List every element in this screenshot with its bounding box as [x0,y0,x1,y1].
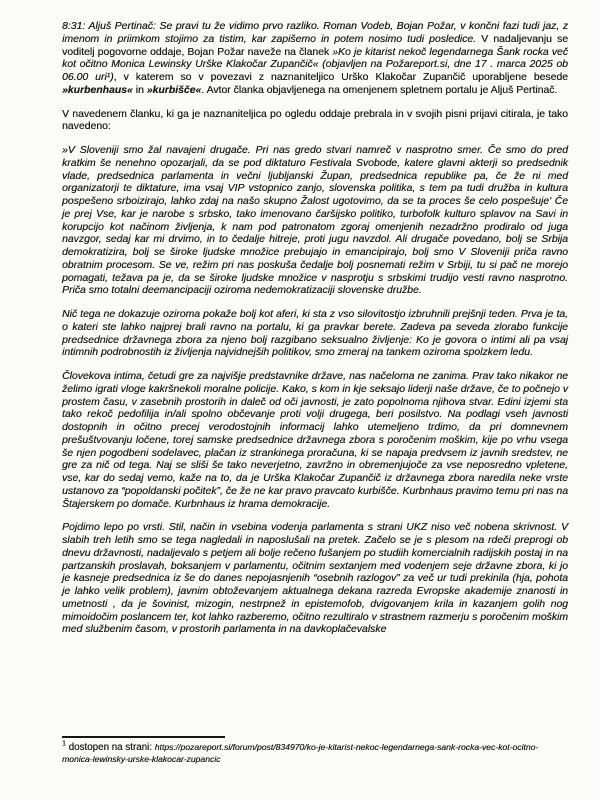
intro-narration-1: V nadaljevanju se voditelj pogovorne oddaje, Bojan Požar naveže na članek [62,33,568,58]
footnote-url: https://pozareport.si/forum/post/834970/ko-je-kitarist-nekoc-legendarnega-sank-rocka-vec-kot-ocitno-monica-lewinsky-urske-klakocar-zupancic [62,742,539,764]
intro-narration-3: in [132,84,147,96]
quote-paragraph-4: Pojdimo lepo po vrsti. Stil, način in vsebina vodenja parlamenta s strani UKZ niso več nobena skrivnost. V slabih treh letih smo se tega nagledali in naposlušali na pretek. Začelo se je s plesom na rdeči preprogi ob dnevu državnosti, nadaljevalo s petjem ali bolje rečeno fušanjem po studiih komercialnih radijskih postaj in na partzanskih proslavah, boksanjem v parlamentu, očitnim sextanjem med vodenjem seje državne zbora, ki jo je kasneje predsednica iz še do danes nepojasnjenih “osebnih razlogov” za več ur tudi prekinila (hja, pohota je lahko velik problem), javnim obtoževanjem aktualnega dekana razreda Evropske akademije znanosti in umetnosti , da je šovinist, mizogin, nestrpnež in epistemofob, dvigovanjem krila in kazanjem golih nog mimoidočim poslancem ter, kot lahko razberemo, očitno rezultiralo v strastnem razmerju s poročenim moškim med službenim časom, v prostorih parlamenta in na davkoplačevalske [62,522,568,636]
intro-narration-4: . Avtor članka objavljenega na omenjenem spletnem portalu je Aljuš Pertinač. [201,84,558,96]
quote-paragraph-3: Človekova intima, četudi gre za najvišje predstavnike države, nas načeloma ne zanima. Prav tako nikakor ne želimo igrati vloge kakršnekoli moralne policije. Kako, s kom in kje seksajo liderji naše države, če to počnejo v prostem času, v zasebnih prostorih in daleč od oči javnosti, je zato popolnoma njihova stvar. Edini izjemi sta tako rekoč pedofilija in/ali spolno občevanje proti volji drugega, beri posilstvo. Na podlagi vseh javnosti dostopnih in očitno precej verodostojnih informacij lahko utemeljeno trdimo, da pri domnevnem prešuštvovanju ločene, torej samske predsednice državnega zbora s poročenim moškim, kije po vrhu vsega še njen pogodbeni sodelavec, plačan iz strankinega proračuna, ki se napaja predvsem iz javnih sredstev, ne gre za nič od tega. Naj se sliši še tako neverjetno, zavržno in obremenjujoče za vse neposredno vpletene, vse, kar do sedaj vemo, kaže na to, da je Urška Klakočar Zupančič iz državnega zbora naredila neke vrste ustanovo za “popoldanski počitek”, če že ne kar pravo pravcato kurbišče. Kurbnhaus pravimo temu pri nas na Štajerskem po domače. Kurbnhaus iz hrama demokracije. [62,371,568,510]
footnote-area [62,736,568,765]
intro-narration-2: , v katerem so v povezavi z naznaniteljico Urško Klakočar Zupančič uporabljene besede [113,72,568,83]
word-kurbisce: »kurbišče« [146,84,202,96]
footnote-text [62,742,568,765]
footnote-marker: 1 [62,740,66,748]
quote-paragraph-1: »V Sloveniji smo žal navajeni drugače. Pri nas gredo stvari namreč v nasprotno smer. Če smo do pred kratkim še nenehno opozarjali, da se pod diktaturo Festivala Svobode, katere glavni akterji so predsednik vlade, predsednica parlamenta in večni ljubljanski Župan, predsednica republike pa, če že ni med organizatorji te diktature, ima vsaj VIP vstopnico zanjo, slovenska politika, s tem pa tudi družba in kultura pospešeno srboizirajo, lahko zdaj na našo skupno Žalost ugotovimo, da se ta proces še celo pospešuje' Če je prej Vse, kar je narobe s srbsko, tako imenovano čaršijsko politiko, turbofolk kulturo splavov na Savi in korupcijo kot načinom življenja, k nam pod patronatom zgoraj omenjenih nezadržno prodiralo od juga navzgor, sedaj kar mi drvimo, in to čedalje hitreje, proti jugu navzdol. Ali drugače povedano, bolj se Srbija demokratizira, bolj se široke ljudske množice prebujajo in emancipirajo, bolj smo V Sloveniji priča ravno obratnim procesom. Se ve, režim pri nas poskuša čedalje bolj posnemati režim v Srbiji, tu si pač ne morejo pomagati, težava pa je, da se široke ljudske množice v nasprotju s srbskimi trudijo vesti ravno nasprotno. Priča smo totalni deemancipaciji oziroma nedemokratizaciji slovenske družbe. [62,145,568,297]
document-body-text [62,21,568,648]
intro-speaker-quote: 8:31: Aljuš Pertinač: Se pravi tu že vidimo prvo razliko. Roman Vodeb, Bojan Požar, v končni fazi tudi jaz, z imenom in priimkom stojimo za tistim, kar zapišemo in potem nosimo tudi posledice. [62,21,568,45]
article-title-citation: »Ko je kitarist nekoč legendarnega Šank rocka več kot očitno Monica Lewinsky Urške Klakočar Zupančič« (objavljen na Požareport.si, dne 17 . marca 2025 ob 06.00 uri¹) [62,46,568,83]
footnote-separator-line [62,736,225,738]
paragraph-citation-lead: V navedenem članku, ki ga je naznaniteljica po ogledu oddaje prebrala in v svojih pisni prijavi citirala, je tako navedeno: [62,108,568,133]
paragraph-intro [62,21,568,98]
quote-paragraph-2: Nič tega ne dokazuje oziroma pokaže bolj kot aferi, ki sta z vso silovitostjo izbruhnili prejšnji teden. Prva je ta, o kateri ste lahko najprej brali ravno na portalu, ki ga pravkar berete. Zadeva pa seveda zlorabo funkcije predsednice državnega zbora za njeno bolj razgibano seksualno življenje: Ko je govora o intimi ali pa vsaj intimnih podrobnostih iz življenja najvidnejših politikov, smo zmeraj na tankem oziroma spolzkem ledu. [62,309,568,359]
footnote-label: dostopen na strani: [65,742,155,753]
word-kurbenhaus: »kurbenhaus« [62,84,133,96]
